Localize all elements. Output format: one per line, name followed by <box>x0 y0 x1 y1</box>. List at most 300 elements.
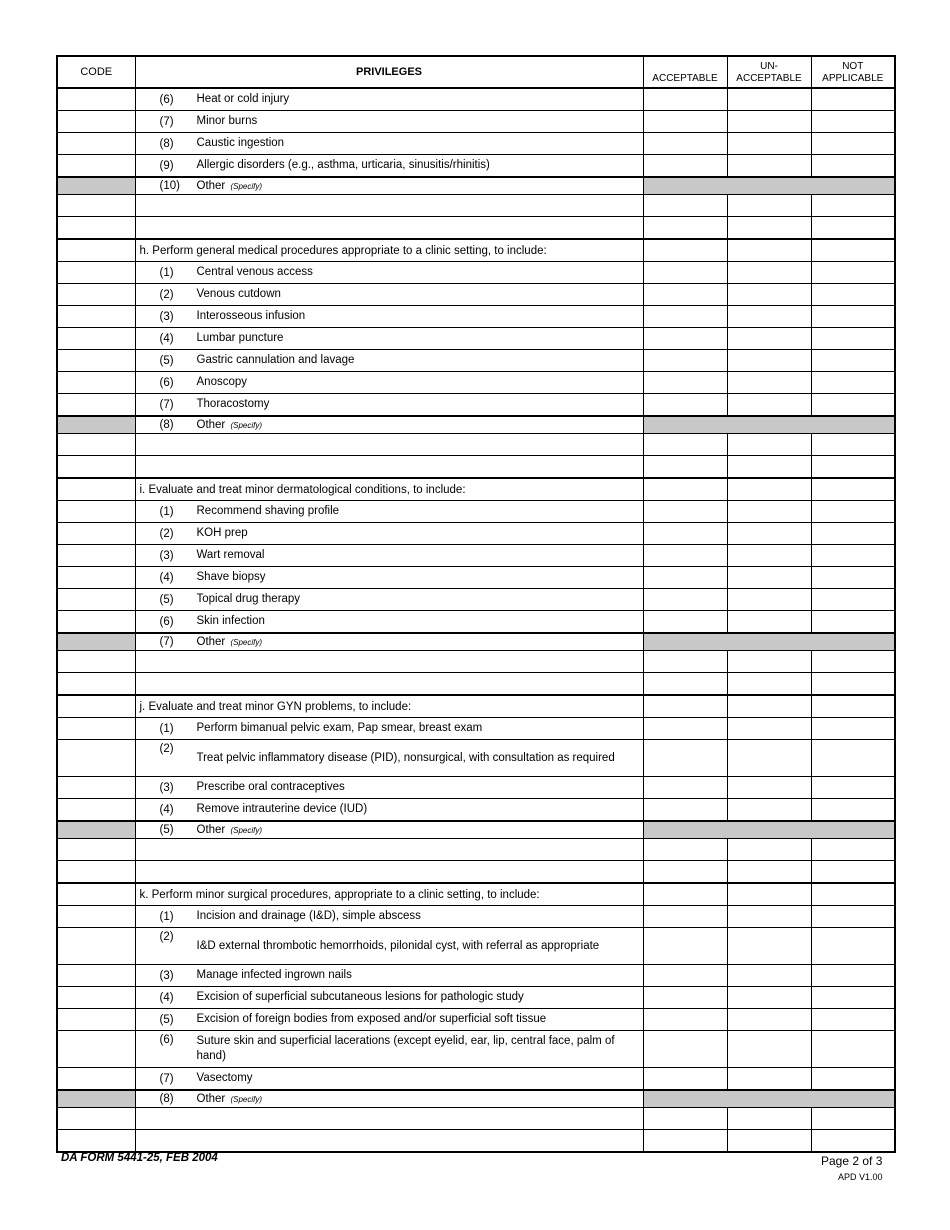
not-applicable-checkbox-cell[interactable] <box>811 350 895 372</box>
acceptable-checkbox-cell[interactable] <box>643 740 727 777</box>
item-number: (5) <box>159 593 174 606</box>
code-cell[interactable] <box>57 111 135 133</box>
privilege-cell <box>135 394 643 417</box>
not-applicable-checkbox-cell[interactable] <box>811 799 895 822</box>
item-text: Vasectomy <box>196 1072 253 1084</box>
rating-cells-shaded <box>643 633 895 651</box>
acceptable-checkbox-cell[interactable] <box>643 88 727 111</box>
code-cell[interactable] <box>57 501 135 523</box>
privilege-row <box>57 965 895 987</box>
not-applicable-checkbox-cell[interactable] <box>811 567 895 589</box>
section-heading-row <box>57 695 895 718</box>
item-text: Incision and drainage (I&D), simple abscess <box>196 910 421 922</box>
privilege-row <box>57 523 895 545</box>
item-text: Manage infected ingrown nails <box>196 969 352 981</box>
privilege-row <box>57 501 895 523</box>
code-cell[interactable] <box>57 906 135 928</box>
acceptable-checkbox-cell[interactable] <box>643 372 727 394</box>
privilege-cell <box>135 177 643 195</box>
unacceptable-checkbox-cell[interactable] <box>727 567 811 589</box>
unacceptable-header-line1: UN- <box>760 61 778 72</box>
acceptable-checkbox-cell[interactable] <box>643 456 727 479</box>
not-applicable-checkbox-cell[interactable] <box>811 217 895 240</box>
item-number: (6) <box>159 93 174 106</box>
unacceptable-checkbox-cell[interactable] <box>727 673 811 696</box>
item-text: Heat or cold injury <box>196 93 290 105</box>
acceptable-checkbox-cell[interactable] <box>643 350 727 372</box>
specify-label: (Specify) <box>230 420 263 430</box>
code-cell[interactable] <box>57 589 135 611</box>
acceptable-checkbox-cell[interactable] <box>643 111 727 133</box>
acceptable-checkbox-cell[interactable] <box>643 861 727 884</box>
not-applicable-checkbox-cell[interactable] <box>811 306 895 328</box>
specify-entry-cell[interactable] <box>135 861 643 884</box>
acceptable-checkbox-cell[interactable] <box>643 1108 727 1130</box>
blank-row <box>57 195 895 217</box>
unacceptable-checkbox-cell[interactable] <box>727 372 811 394</box>
item-number: (9) <box>159 159 174 172</box>
other-label: Other <box>196 823 226 836</box>
privilege-row <box>57 928 895 965</box>
privilege-row <box>57 799 895 822</box>
unacceptable-checkbox-cell[interactable] <box>727 740 811 777</box>
not-applicable-checkbox-cell[interactable] <box>811 1108 895 1130</box>
code-cell[interactable] <box>57 394 135 417</box>
unacceptable-checkbox-cell[interactable] <box>727 965 811 987</box>
privilege-cell <box>135 799 643 822</box>
blank-row <box>57 839 895 861</box>
unacceptable-checkbox-cell[interactable] <box>727 695 811 718</box>
not-applicable-checkbox-cell[interactable] <box>811 1130 895 1153</box>
not-applicable-checkbox-cell[interactable] <box>811 928 895 965</box>
item-text: I&D external thrombotic hemorrhoids, pilonidal cyst, with referral as appropriate <box>196 939 600 952</box>
not-applicable-checkbox-cell[interactable] <box>811 262 895 284</box>
privilege-cell <box>135 306 643 328</box>
specify-entry-cell[interactable] <box>135 195 643 217</box>
unacceptable-checkbox-cell[interactable] <box>727 239 811 262</box>
not-applicable-checkbox-cell[interactable] <box>811 195 895 217</box>
privileges-rows <box>57 88 895 1152</box>
item-text: Central venous access <box>196 266 313 278</box>
item-number: (8) <box>159 419 174 431</box>
acceptable-checkbox-cell[interactable] <box>643 545 727 567</box>
privilege-cell <box>135 928 643 965</box>
unacceptable-checkbox-cell[interactable] <box>727 306 811 328</box>
code-cell[interactable] <box>57 567 135 589</box>
code-cell[interactable] <box>57 1130 135 1153</box>
item-number: (10) <box>159 180 180 192</box>
unacceptable-checkbox-cell[interactable] <box>727 394 811 417</box>
rating-cells-shaded <box>643 416 895 434</box>
code-cell <box>57 821 135 839</box>
privilege-cell <box>135 372 643 394</box>
not-applicable-checkbox-cell[interactable] <box>811 965 895 987</box>
not-applicable-checkbox-cell[interactable] <box>811 501 895 523</box>
code-cell[interactable] <box>57 434 135 456</box>
not-applicable-checkbox-cell[interactable] <box>811 611 895 634</box>
specify-entry-cell[interactable] <box>135 1130 643 1153</box>
not-applicable-checkbox-cell[interactable] <box>811 155 895 178</box>
acceptable-checkbox-cell[interactable] <box>643 987 727 1009</box>
acceptable-checkbox-cell[interactable] <box>643 195 727 217</box>
unacceptable-checkbox-cell[interactable] <box>727 195 811 217</box>
code-cell[interactable] <box>57 1009 135 1031</box>
privilege-row <box>57 906 895 928</box>
unacceptable-header-line2: ACCEPTABLE <box>736 73 802 84</box>
unacceptable-checkbox-cell[interactable] <box>727 501 811 523</box>
item-number: (3) <box>159 549 174 562</box>
acceptable-checkbox-cell[interactable] <box>643 1068 727 1091</box>
item-number: (2) <box>159 743 174 755</box>
item-number: (7) <box>159 1072 174 1085</box>
privilege-cell <box>135 478 643 501</box>
acceptable-checkbox-cell[interactable] <box>643 589 727 611</box>
item-text <box>136 635 643 650</box>
code-cell[interactable] <box>57 695 135 718</box>
code-cell[interactable] <box>57 1031 135 1068</box>
section-heading-row <box>57 239 895 262</box>
privilege-row <box>57 777 895 799</box>
privilege-row <box>57 372 895 394</box>
code-cell[interactable] <box>57 1068 135 1091</box>
privilege-cell <box>135 695 643 718</box>
acceptable-checkbox-cell[interactable] <box>643 478 727 501</box>
not-applicable-checkbox-cell[interactable] <box>811 1031 895 1068</box>
privilege-cell <box>135 1031 643 1068</box>
item-text: Perform bimanual pelvic exam, Pap smear, breast exam <box>196 722 483 734</box>
acceptable-checkbox-cell[interactable] <box>643 284 727 306</box>
privilege-cell <box>135 718 643 740</box>
specify-entry-cell[interactable] <box>135 217 643 240</box>
acceptable-checkbox-cell[interactable] <box>643 434 727 456</box>
not-applicable-checkbox-cell[interactable] <box>811 987 895 1009</box>
unacceptable-checkbox-cell[interactable] <box>727 839 811 861</box>
acceptable-checkbox-cell[interactable] <box>643 217 727 240</box>
code-cell <box>57 633 135 651</box>
privilege-row <box>57 740 895 777</box>
acceptable-checkbox-cell[interactable] <box>643 501 727 523</box>
unacceptable-checkbox-cell[interactable] <box>727 611 811 634</box>
item-text: Suture skin and superficial lacerations (except eyelid, ear, lip, central face, palm of hand) <box>196 1035 615 1062</box>
acceptable-checkbox-cell[interactable] <box>643 394 727 417</box>
not-applicable-checkbox-cell[interactable] <box>811 651 895 673</box>
item-number: (2) <box>159 288 174 301</box>
not-applicable-checkbox-cell[interactable] <box>811 718 895 740</box>
unacceptable-checkbox-cell[interactable] <box>727 906 811 928</box>
unacceptable-checkbox-cell[interactable] <box>727 284 811 306</box>
acceptable-checkbox-cell[interactable] <box>643 673 727 696</box>
item-text: Remove intrauterine device (IUD) <box>196 803 368 815</box>
item-text: Recommend shaving profile <box>196 505 340 517</box>
code-cell <box>57 1090 135 1108</box>
code-cell[interactable] <box>57 987 135 1009</box>
item-number: (1) <box>159 722 174 735</box>
code-cell[interactable] <box>57 651 135 673</box>
not-applicable-checkbox-cell[interactable] <box>811 394 895 417</box>
unacceptable-checkbox-cell[interactable] <box>727 523 811 545</box>
privileges-column-header: PRIVILEGES <box>135 56 643 88</box>
code-cell[interactable] <box>57 839 135 861</box>
unacceptable-checkbox-cell[interactable] <box>727 589 811 611</box>
unacceptable-checkbox-cell[interactable] <box>727 777 811 799</box>
not-applicable-checkbox-cell[interactable] <box>811 589 895 611</box>
code-cell[interactable] <box>57 350 135 372</box>
item-text <box>136 418 643 433</box>
unacceptable-checkbox-cell[interactable] <box>727 651 811 673</box>
unacceptable-checkbox-cell[interactable] <box>727 155 811 178</box>
code-cell[interactable] <box>57 239 135 262</box>
code-cell[interactable] <box>57 217 135 240</box>
unacceptable-checkbox-cell[interactable] <box>727 88 811 111</box>
privilege-row <box>57 1009 895 1031</box>
not-applicable-checkbox-cell[interactable] <box>811 906 895 928</box>
privilege-row <box>57 1031 895 1068</box>
not-applicable-checkbox-cell[interactable] <box>811 239 895 262</box>
not-applicable-checkbox-cell[interactable] <box>811 740 895 777</box>
specify-label: (Specify) <box>230 1094 263 1104</box>
privilege-row <box>57 394 895 417</box>
item-number: (7) <box>159 398 174 411</box>
page-number: Page 2 of 3 <box>821 1154 883 1168</box>
unacceptable-checkbox-cell[interactable] <box>727 883 811 906</box>
other-specify-row <box>57 633 895 651</box>
unacceptable-checkbox-cell[interactable] <box>727 1068 811 1091</box>
privilege-cell <box>135 1090 643 1108</box>
acceptable-checkbox-cell[interactable] <box>643 239 727 262</box>
not-applicable-checkbox-cell[interactable] <box>811 861 895 884</box>
acceptable-checkbox-cell[interactable] <box>643 718 727 740</box>
privilege-row <box>57 567 895 589</box>
item-number: (3) <box>159 969 174 982</box>
code-cell[interactable] <box>57 965 135 987</box>
not-applicable-checkbox-cell[interactable] <box>811 1068 895 1091</box>
privilege-cell <box>135 262 643 284</box>
blank-row <box>57 217 895 240</box>
privilege-cell <box>135 777 643 799</box>
privilege-row <box>57 1068 895 1091</box>
item-text: Venous cutdown <box>196 288 281 300</box>
unacceptable-checkbox-cell[interactable] <box>727 111 811 133</box>
acceptable-checkbox-cell[interactable] <box>643 965 727 987</box>
code-cell[interactable] <box>57 928 135 965</box>
not-applicable-checkbox-cell[interactable] <box>811 695 895 718</box>
item-text: Wart removal <box>196 549 265 561</box>
rating-cells-shaded <box>643 1090 895 1108</box>
form-identifier: DA FORM 5441-25, FEB 2004 <box>61 1152 218 1164</box>
other-specify-row <box>57 821 895 839</box>
blank-row <box>57 861 895 884</box>
code-cell[interactable] <box>57 740 135 777</box>
code-cell[interactable] <box>57 1108 135 1130</box>
not-applicable-checkbox-cell[interactable] <box>811 883 895 906</box>
code-cell[interactable] <box>57 799 135 822</box>
section-heading: h. Perform general medical procedures appropriate to a clinic setting, to include: <box>139 244 547 257</box>
code-cell[interactable] <box>57 545 135 567</box>
code-cell[interactable] <box>57 456 135 479</box>
code-cell[interactable] <box>57 133 135 155</box>
not-applicable-checkbox-cell[interactable] <box>811 673 895 696</box>
acceptable-checkbox-cell[interactable] <box>643 133 727 155</box>
code-cell[interactable] <box>57 306 135 328</box>
acceptable-checkbox-cell[interactable] <box>643 839 727 861</box>
item-text <box>136 1092 643 1107</box>
acceptable-checkbox-cell[interactable] <box>643 695 727 718</box>
unacceptable-checkbox-cell[interactable] <box>727 1031 811 1068</box>
code-cell[interactable] <box>57 284 135 306</box>
specify-entry-cell[interactable] <box>135 839 643 861</box>
code-cell[interactable] <box>57 673 135 696</box>
specify-entry-cell[interactable] <box>135 1108 643 1130</box>
acceptable-checkbox-cell[interactable] <box>643 1009 727 1031</box>
acceptable-checkbox-cell[interactable] <box>643 883 727 906</box>
privilege-cell <box>135 88 643 111</box>
not-applicable-checkbox-cell[interactable] <box>811 839 895 861</box>
acceptable-checkbox-cell[interactable] <box>643 155 727 178</box>
specify-label: (Specify) <box>230 637 263 647</box>
unacceptable-checkbox-cell[interactable] <box>727 328 811 350</box>
privilege-row <box>57 133 895 155</box>
acceptable-checkbox-cell[interactable] <box>643 523 727 545</box>
not-applicable-header-line1: NOT <box>842 61 864 72</box>
privilege-row <box>57 284 895 306</box>
section-heading: k. Perform minor surgical procedures, appropriate to a clinic setting, to include: <box>139 888 540 901</box>
code-cell[interactable] <box>57 777 135 799</box>
privilege-cell <box>135 965 643 987</box>
not-applicable-checkbox-cell[interactable] <box>811 328 895 350</box>
privilege-cell <box>135 987 643 1009</box>
not-applicable-checkbox-cell[interactable] <box>811 777 895 799</box>
code-cell[interactable] <box>57 88 135 111</box>
acceptable-checkbox-cell[interactable] <box>643 928 727 965</box>
unacceptable-checkbox-cell[interactable] <box>727 928 811 965</box>
code-cell <box>57 416 135 434</box>
item-text: Treat pelvic inflammatory disease (PID), nonsurgical, with consultation as required <box>196 751 615 764</box>
specify-entry-cell[interactable] <box>135 651 643 673</box>
specify-entry-cell[interactable] <box>135 673 643 696</box>
not-applicable-checkbox-cell[interactable] <box>811 456 895 479</box>
not-applicable-checkbox-cell[interactable] <box>811 111 895 133</box>
acceptable-checkbox-cell[interactable] <box>643 1031 727 1068</box>
privilege-cell <box>135 155 643 178</box>
item-text: Lumbar puncture <box>196 332 284 344</box>
unacceptable-checkbox-cell[interactable] <box>727 718 811 740</box>
acceptable-checkbox-cell[interactable] <box>643 567 727 589</box>
not-applicable-checkbox-cell[interactable] <box>811 545 895 567</box>
unacceptable-checkbox-cell[interactable] <box>727 133 811 155</box>
code-cell[interactable] <box>57 718 135 740</box>
unacceptable-checkbox-cell[interactable] <box>727 350 811 372</box>
acceptable-checkbox-cell[interactable] <box>643 262 727 284</box>
privilege-row <box>57 88 895 111</box>
unacceptable-checkbox-cell[interactable] <box>727 1130 811 1153</box>
section-heading: i. Evaluate and treat minor dermatological conditions, to include: <box>139 483 466 496</box>
specify-entry-cell[interactable] <box>135 434 643 456</box>
privilege-cell <box>135 1068 643 1091</box>
unacceptable-checkbox-cell[interactable] <box>727 861 811 884</box>
acceptable-checkbox-cell[interactable] <box>643 1130 727 1153</box>
unacceptable-checkbox-cell[interactable] <box>727 434 811 456</box>
not-applicable-checkbox-cell[interactable] <box>811 372 895 394</box>
not-applicable-checkbox-cell[interactable] <box>811 1009 895 1031</box>
privilege-row <box>57 262 895 284</box>
item-number: (1) <box>159 910 174 923</box>
item-text: Caustic ingestion <box>196 137 285 149</box>
privilege-row <box>57 611 895 634</box>
acceptable-column-header: ACCEPTABLE <box>643 56 727 88</box>
code-cell[interactable] <box>57 523 135 545</box>
privilege-cell <box>135 633 643 651</box>
unacceptable-checkbox-cell[interactable] <box>727 1108 811 1130</box>
section-heading: j. Evaluate and treat minor GYN problems, to include: <box>139 700 412 713</box>
not-applicable-checkbox-cell[interactable] <box>811 133 895 155</box>
acceptable-checkbox-cell[interactable] <box>643 777 727 799</box>
not-applicable-checkbox-cell[interactable] <box>811 434 895 456</box>
code-cell[interactable] <box>57 372 135 394</box>
unacceptable-checkbox-cell[interactable] <box>727 217 811 240</box>
code-cell[interactable] <box>57 195 135 217</box>
unacceptable-checkbox-cell[interactable] <box>727 1009 811 1031</box>
privilege-cell <box>135 1009 643 1031</box>
item-text: Minor burns <box>196 115 258 127</box>
rating-cells-shaded <box>643 177 895 195</box>
specify-label: (Specify) <box>230 825 263 835</box>
item-text: Anoscopy <box>196 376 248 388</box>
item-number: (1) <box>159 505 174 518</box>
item-number: (4) <box>159 803 174 816</box>
acceptable-checkbox-cell[interactable] <box>643 799 727 822</box>
code-cell[interactable] <box>57 861 135 884</box>
privilege-row <box>57 589 895 611</box>
acceptable-checkbox-cell[interactable] <box>643 651 727 673</box>
code-cell[interactable] <box>57 883 135 906</box>
privilege-row <box>57 328 895 350</box>
privilege-row <box>57 545 895 567</box>
code-cell[interactable] <box>57 262 135 284</box>
unacceptable-checkbox-cell[interactable] <box>727 987 811 1009</box>
privilege-cell <box>135 111 643 133</box>
specify-entry-cell[interactable] <box>135 456 643 479</box>
acceptable-checkbox-cell[interactable] <box>643 611 727 634</box>
privilege-cell <box>135 284 643 306</box>
item-number: (3) <box>159 310 174 323</box>
not-applicable-checkbox-cell[interactable] <box>811 284 895 306</box>
privilege-cell <box>135 416 643 434</box>
code-cell[interactable] <box>57 611 135 634</box>
not-applicable-checkbox-cell[interactable] <box>811 478 895 501</box>
code-cell[interactable] <box>57 328 135 350</box>
unacceptable-checkbox-cell[interactable] <box>727 456 811 479</box>
unacceptable-checkbox-cell[interactable] <box>727 799 811 822</box>
acceptable-checkbox-cell[interactable] <box>643 306 727 328</box>
privileges-table <box>56 55 896 1153</box>
item-number: (7) <box>159 636 174 648</box>
code-cell[interactable] <box>57 478 135 501</box>
unacceptable-checkbox-cell[interactable] <box>727 478 811 501</box>
specify-label: (Specify) <box>230 181 263 191</box>
unacceptable-checkbox-cell[interactable] <box>727 545 811 567</box>
blank-row <box>57 1108 895 1130</box>
privilege-cell <box>135 328 643 350</box>
acceptable-checkbox-cell[interactable] <box>643 328 727 350</box>
acceptable-checkbox-cell[interactable] <box>643 906 727 928</box>
blank-row <box>57 434 895 456</box>
code-cell[interactable] <box>57 155 135 178</box>
item-number: (4) <box>159 571 174 584</box>
not-applicable-checkbox-cell[interactable] <box>811 88 895 111</box>
unacceptable-checkbox-cell[interactable] <box>727 262 811 284</box>
not-applicable-checkbox-cell[interactable] <box>811 523 895 545</box>
item-text: Interosseous infusion <box>196 310 306 322</box>
